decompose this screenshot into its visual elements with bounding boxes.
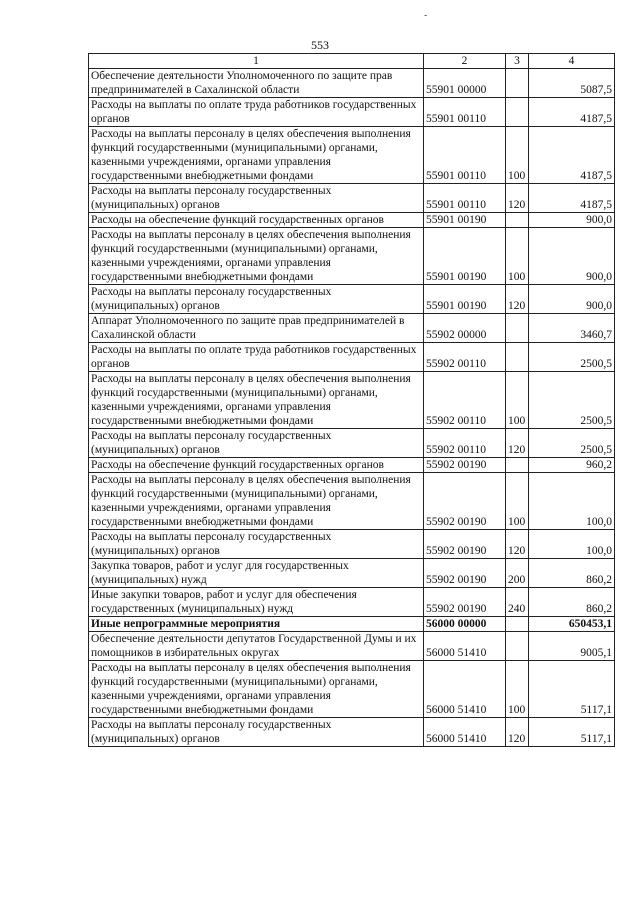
row-code-cell: 55902 00190 <box>424 458 506 473</box>
row-name-cell: Расходы на обеспечение функций государственных органов <box>89 213 424 228</box>
row-amount-cell: 100,0 <box>529 530 615 559</box>
header-col-1: 1 <box>89 54 424 69</box>
row-name-cell: Расходы на выплаты по оплате труда работников государственных органов <box>89 343 424 372</box>
row-amount-cell: 2500,5 <box>529 429 615 458</box>
row-name-cell: Расходы на выплаты персоналу государственных (муниципальных) органов <box>89 718 424 747</box>
row-type-cell: 240 <box>506 588 529 617</box>
row-code-cell: 55902 00190 <box>424 530 506 559</box>
table-header-row <box>89 54 615 69</box>
table-row <box>89 343 615 372</box>
row-name-cell: Обеспечение деятельности депутатов Государственной Думы и их помощников в избирательных округах <box>89 632 424 661</box>
table-row <box>89 69 615 98</box>
row-code-cell: 56000 00000 <box>424 617 506 632</box>
table-row <box>89 559 615 588</box>
table-row <box>89 213 615 228</box>
row-amount-cell: 650453,1 <box>529 617 615 632</box>
row-type-cell: 100 <box>506 473 529 530</box>
row-code-cell: 55901 00190 <box>424 228 506 285</box>
row-code-cell: 55901 00110 <box>424 98 506 127</box>
row-amount-cell: 860,2 <box>529 559 615 588</box>
row-type-cell: 120 <box>506 530 529 559</box>
row-name-cell: Иные непрограммные мероприятия <box>89 617 424 632</box>
row-name-cell: Расходы на выплаты персоналу государственных (муниципальных) органов <box>89 530 424 559</box>
row-code-cell: 56000 51410 <box>424 632 506 661</box>
row-code-cell: 55902 00110 <box>424 343 506 372</box>
row-amount-cell: 100,0 <box>529 473 615 530</box>
row-name-cell: Расходы на выплаты по оплате труда работников государственных органов <box>89 98 424 127</box>
table-row <box>89 429 615 458</box>
row-name-cell: Иные закупки товаров, работ и услуг для обеспечения государственных (муниципальных) нужд <box>89 588 424 617</box>
row-amount-cell: 900,0 <box>529 213 615 228</box>
row-code-cell: 56000 51410 <box>424 661 506 718</box>
row-code-cell: 55901 00110 <box>424 127 506 184</box>
table-row <box>89 458 615 473</box>
row-amount-cell: 2500,5 <box>529 372 615 429</box>
row-code-cell: 55901 00110 <box>424 184 506 213</box>
row-type-cell: 120 <box>506 285 529 314</box>
row-code-cell: 55902 00190 <box>424 588 506 617</box>
row-type-cell <box>506 343 529 372</box>
table-row <box>89 98 615 127</box>
row-amount-cell: 900,0 <box>529 228 615 285</box>
row-name-cell: Расходы на выплаты персоналу государственных (муниципальных) органов <box>89 285 424 314</box>
row-type-cell <box>506 314 529 343</box>
row-amount-cell: 5087,5 <box>529 69 615 98</box>
row-code-cell: 55902 00110 <box>424 372 506 429</box>
table-row <box>89 588 615 617</box>
row-amount-cell: 960,2 <box>529 458 615 473</box>
row-code-cell: 55902 00190 <box>424 473 506 530</box>
scan-mark: - <box>424 10 428 21</box>
row-type-cell <box>506 632 529 661</box>
table-row <box>89 718 615 747</box>
row-code-cell: 55902 00000 <box>424 314 506 343</box>
row-type-cell <box>506 69 529 98</box>
row-amount-cell: 4187,5 <box>529 184 615 213</box>
row-name-cell: Расходы на выплаты персоналу в целях обеспечения выполнения функций государственными (муниципальными) органами, казенными учреждениями, органами управления государственными внебюджетными фондами <box>89 661 424 718</box>
table-row <box>89 127 615 184</box>
row-amount-cell: 5117,1 <box>529 661 615 718</box>
row-type-cell: 100 <box>506 127 529 184</box>
row-type-cell: 100 <box>506 372 529 429</box>
table-row <box>89 617 615 632</box>
row-name-cell: Аппарат Уполномоченного по защите прав предпринимателей в Сахалинской области <box>89 314 424 343</box>
row-amount-cell: 4187,5 <box>529 127 615 184</box>
row-amount-cell: 860,2 <box>529 588 615 617</box>
row-amount-cell: 900,0 <box>529 285 615 314</box>
row-name-cell: Расходы на выплаты персоналу в целях обеспечения выполнения функций государственными (муниципальными) органами, казенными учреждениями, органами управления государственными внебюджетными фондами <box>89 473 424 530</box>
table-row <box>89 530 615 559</box>
row-code-cell: 55901 00000 <box>424 69 506 98</box>
page-number: 553 <box>311 38 329 52</box>
table-row <box>89 314 615 343</box>
header-col-2: 2 <box>424 54 506 69</box>
row-name-cell: Расходы на обеспечение функций государственных органов <box>89 458 424 473</box>
row-type-cell: 120 <box>506 718 529 747</box>
row-amount-cell: 4187,5 <box>529 98 615 127</box>
header-col-4: 4 <box>529 54 615 69</box>
table-row <box>89 285 615 314</box>
row-amount-cell: 9005,1 <box>529 632 615 661</box>
row-type-cell: 100 <box>506 661 529 718</box>
table-body <box>89 69 615 747</box>
row-type-cell: 100 <box>506 228 529 285</box>
row-type-cell <box>506 213 529 228</box>
row-code-cell: 55902 00190 <box>424 559 506 588</box>
row-amount-cell: 5117,1 <box>529 718 615 747</box>
row-amount-cell: 2500,5 <box>529 343 615 372</box>
row-name-cell: Расходы на выплаты персоналу государственных (муниципальных) органов <box>89 184 424 213</box>
row-code-cell: 55901 00190 <box>424 213 506 228</box>
row-name-cell: Расходы на выплаты персоналу в целях обеспечения выполнения функций государственными (муниципальными) органами, казенными учреждениями, органами управления государственными внебюджетными фондами <box>89 372 424 429</box>
table-row <box>89 661 615 718</box>
row-code-cell: 55901 00190 <box>424 285 506 314</box>
row-name-cell: Расходы на выплаты персоналу в целях обеспечения выполнения функций государственными (муниципальными) органами, казенными учреждениями, органами управления государственными внебюджетными фондами <box>89 228 424 285</box>
row-type-cell: 200 <box>506 559 529 588</box>
row-name-cell: Закупка товаров, работ и услуг для государственных (муниципальных) нужд <box>89 559 424 588</box>
row-type-cell: 120 <box>506 184 529 213</box>
row-code-cell: 55902 00110 <box>424 429 506 458</box>
row-name-cell: Расходы на выплаты персоналу в целях обеспечения выполнения функций государственными (муниципальными) органами, казенными учреждениями, органами управления государственными внебюджетными фондами <box>89 127 424 184</box>
header-col-3: 3 <box>506 54 529 69</box>
row-amount-cell: 3460,7 <box>529 314 615 343</box>
row-code-cell: 56000 51410 <box>424 718 506 747</box>
row-type-cell: 120 <box>506 429 529 458</box>
row-type-cell <box>506 98 529 127</box>
row-name-cell: Обеспечение деятельности Уполномоченного по защите прав предпринимателей в Сахалинской области <box>89 69 424 98</box>
table-row <box>89 184 615 213</box>
budget-table <box>88 53 615 747</box>
row-type-cell <box>506 617 529 632</box>
table-row <box>89 473 615 530</box>
row-type-cell <box>506 458 529 473</box>
table-row <box>89 632 615 661</box>
table-row <box>89 228 615 285</box>
table-row <box>89 372 615 429</box>
row-name-cell: Расходы на выплаты персоналу государственных (муниципальных) органов <box>89 429 424 458</box>
